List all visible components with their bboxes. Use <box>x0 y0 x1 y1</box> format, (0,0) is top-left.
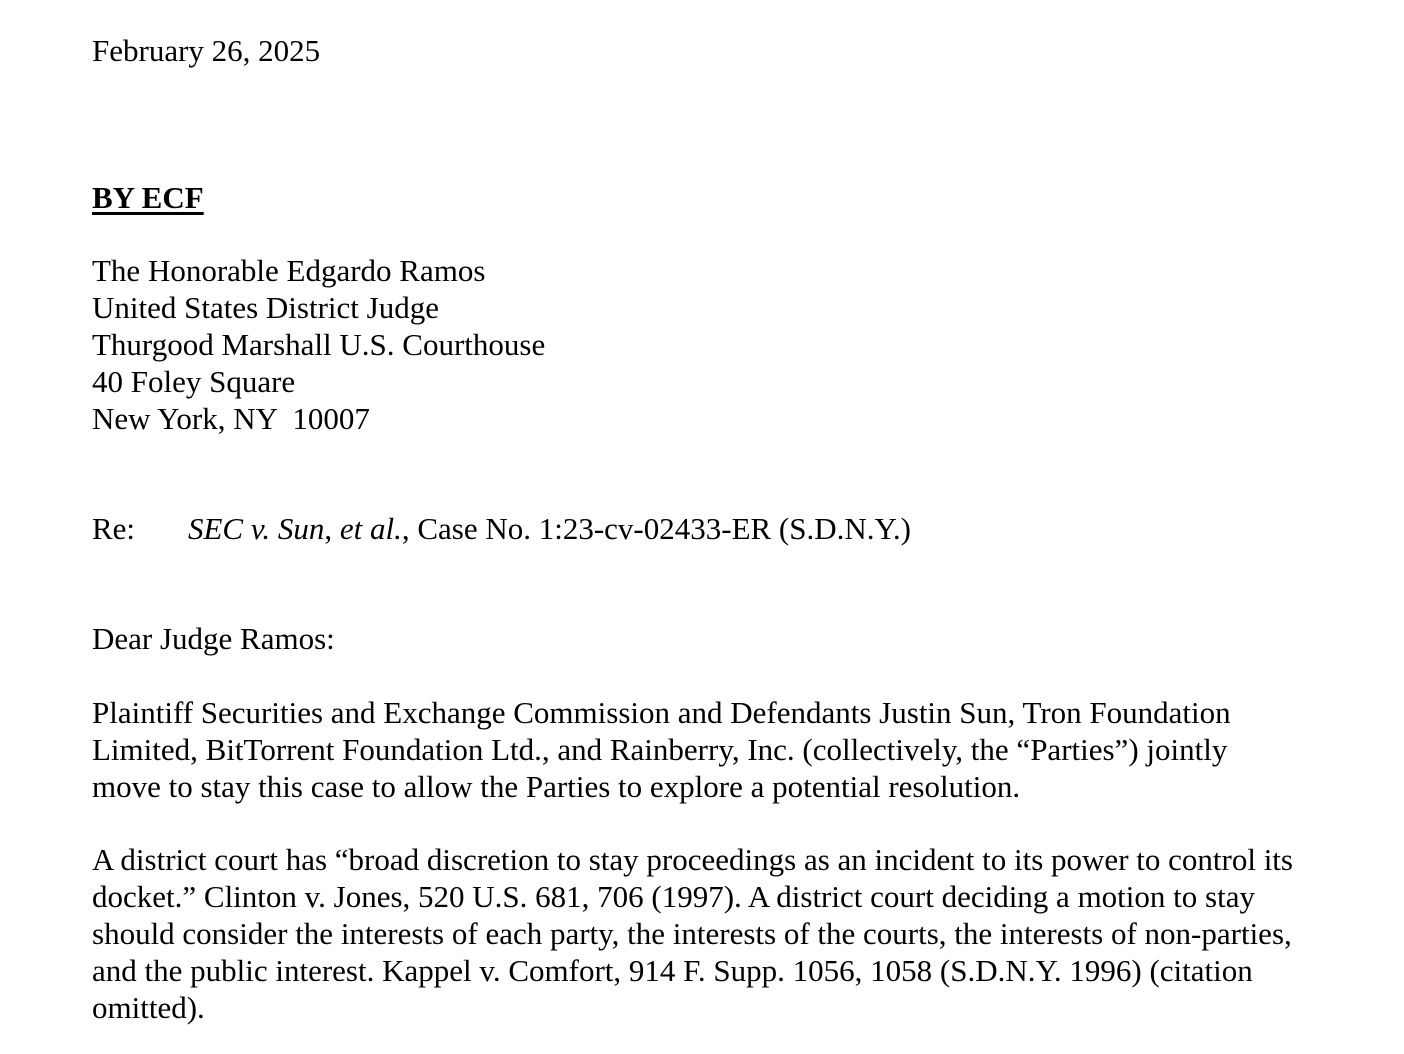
recipient-title: United States District Judge <box>92 290 439 325</box>
re-label: Re: <box>92 511 136 546</box>
recipient-courthouse: Thurgood Marshall U.S. Courthouse <box>92 327 546 362</box>
paragraph-line: and the public interest. Kappel v. Comfort, 914 F. Supp. 1056, 1058 (S.D.N.Y. 1996) (citation <box>92 953 1253 988</box>
paragraph-line: move to stay this case to allow the Parties to explore a potential resolution. <box>92 769 1021 804</box>
re-line <box>92 510 911 547</box>
recipient-name: The Honorable Edgardo Ramos <box>92 253 486 288</box>
letter-date: February 26, 2025 <box>92 33 321 68</box>
case-name: SEC v. Sun <box>188 511 325 546</box>
body-paragraph-2 <box>92 841 1352 1026</box>
paragraph-line: should consider the interests of each party, the interests of the courts, the interests of non-parties, <box>92 916 1292 951</box>
recipient-street: 40 Foley Square <box>92 364 296 399</box>
salutation: Dear Judge Ramos: <box>92 621 335 656</box>
paragraph-line: Plaintiff Securities and Exchange Commission and Defendants Justin Sun, Tron Foundation <box>92 695 1231 730</box>
paragraph-line: omitted). <box>92 990 205 1025</box>
paragraph-line: A district court has “broad discretion to stay proceedings as an incident to its power to control its <box>92 842 1293 877</box>
case-name-separator: , <box>324 511 340 546</box>
recipient-address-block <box>92 252 545 437</box>
paragraph-line: Limited, BitTorrent Foundation Ltd., and Rainberry, Inc. (collectively, the “Parties”) jointly <box>92 732 1228 767</box>
recipient-city-state-zip: New York, NY 10007 <box>92 401 370 436</box>
case-number: , Case No. 1:23-cv-02433-ER (S.D.N.Y.) <box>401 511 911 546</box>
body-paragraph-1 <box>92 694 1292 805</box>
letter-page <box>92 32 1382 1025</box>
case-et-al: et al. <box>339 511 402 546</box>
paragraph-line: docket.” Clinton v. Jones, 520 U.S. 681, 706 (1997). A district court deciding a motion to stay <box>92 879 1255 914</box>
delivery-method-heading: BY ECF <box>92 180 204 215</box>
